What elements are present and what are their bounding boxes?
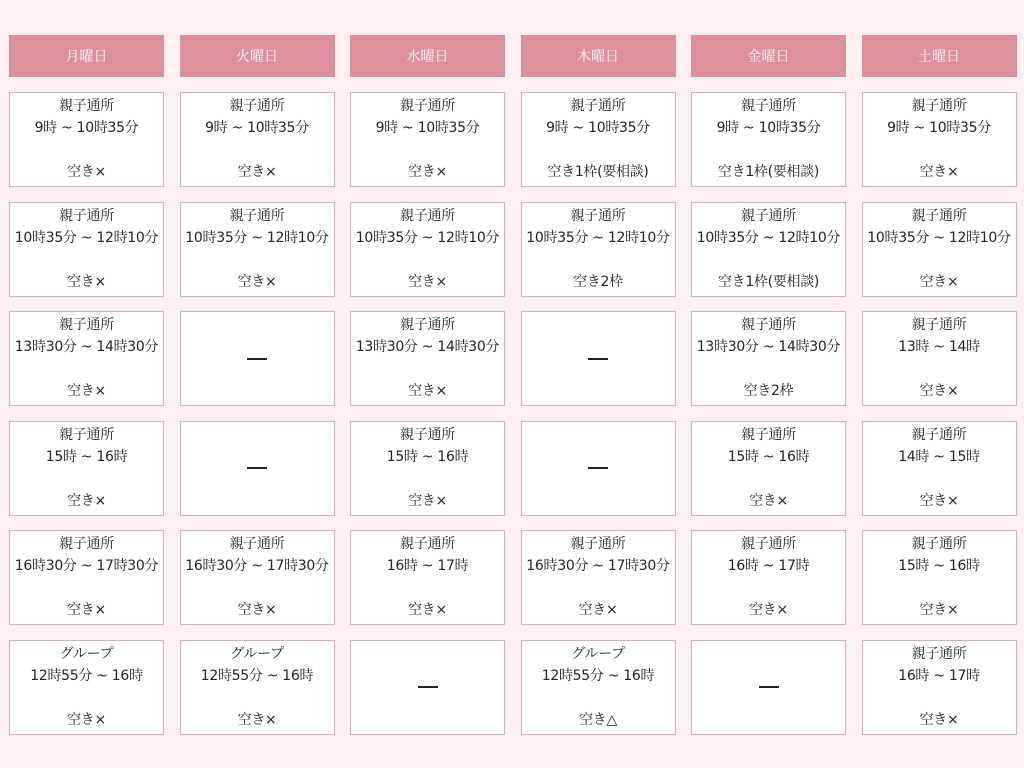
slot-cell-sat-5: [862, 530, 1017, 625]
slot-time: 10時35分 ~ 12時10分: [185, 229, 329, 246]
slot-time: 10時35分 ~ 12時10分: [526, 229, 670, 246]
slot-time: 12時55分 ~ 16時: [200, 667, 314, 684]
slot-type: グループ: [230, 645, 284, 662]
slot-status: 空き×: [919, 164, 959, 180]
day-header-wed: 水曜日: [350, 35, 505, 77]
slot-time: 16時 ~ 17時: [727, 558, 810, 574]
slot-time: 15時 ~ 16時: [727, 448, 810, 465]
slot-time: 9時 ~ 10時35分: [34, 120, 139, 136]
no-slot-dash: [247, 467, 267, 469]
slot-cell-tue-1: [180, 92, 335, 187]
slot-type: 親子通所: [59, 536, 114, 552]
slot-time: 15時 ~ 16時: [45, 448, 128, 465]
slot-status: 空き×: [919, 711, 959, 728]
slot-status: 空き2枠: [573, 273, 623, 290]
slot-cell-fri-6: [691, 640, 846, 735]
no-slot-dash: [247, 358, 267, 360]
slot-time: 13時30分 ~ 14時30分: [355, 339, 500, 355]
slot-time: 10時35分 ~ 12時10分: [355, 229, 500, 246]
slot-cell-sat-1: [862, 92, 1017, 187]
no-slot-dash: [759, 686, 779, 688]
slot-status: 空き×: [67, 492, 106, 509]
slot-type: 親子通所: [741, 426, 796, 443]
slot-status: 空き×: [408, 164, 447, 180]
slot-type: 親子通所: [229, 207, 285, 224]
slot-type: 親子通所: [59, 207, 114, 224]
slot-status: 空き×: [67, 164, 106, 180]
slot-type: 親子通所: [741, 207, 796, 224]
slot-type: 親子通所: [229, 536, 285, 552]
slot-cell-wed-1: [350, 92, 505, 187]
slot-status: 空き△: [579, 711, 617, 728]
slot-type: 親子通所: [400, 426, 455, 443]
slot-cell-mon-3: [9, 311, 164, 406]
slot-time: 12時55分 ~ 16時: [30, 667, 143, 684]
slot-status: 空き×: [578, 602, 618, 618]
slot-cell-mon-2: [9, 202, 164, 297]
slot-time: 16時30分 ~ 17時30分: [526, 558, 670, 574]
slot-status: 空き×: [919, 383, 959, 399]
slot-type: グループ: [571, 645, 625, 662]
slot-type: グループ: [59, 645, 114, 662]
slot-cell-thu-1: [521, 92, 676, 187]
slot-time: 13時30分 ~ 14時30分: [14, 339, 159, 355]
no-slot-dash: [588, 467, 608, 469]
slot-cell-thu-4: [521, 421, 676, 516]
slot-cell-mon-4: [9, 421, 164, 516]
slot-type: 親子通所: [400, 536, 455, 552]
slot-status: 空き×: [749, 602, 788, 618]
slot-cell-wed-3: [350, 311, 505, 406]
slot-time: 15時 ~ 16時: [898, 558, 980, 574]
slot-status: 空き×: [408, 602, 447, 618]
slot-cell-wed-2: [350, 202, 505, 297]
slot-cell-sat-2: [862, 202, 1017, 297]
slot-status: 空き×: [237, 711, 277, 728]
slot-status: 空き×: [408, 383, 447, 399]
slot-time: 12時55分 ~ 16時: [541, 667, 655, 684]
slot-status: 空き×: [67, 383, 106, 399]
slot-time: 10時35分 ~ 12時10分: [696, 229, 841, 246]
day-header-sat: 土曜日: [862, 35, 1017, 77]
slot-time: 16時30分 ~ 17時30分: [14, 558, 159, 574]
slot-status: 空き×: [919, 602, 959, 618]
slot-cell-wed-6: [350, 640, 505, 735]
slot-status: 空き×: [67, 273, 106, 290]
slot-status: 空き2枠: [743, 383, 794, 399]
slot-type: 親子通所: [570, 207, 626, 224]
slot-time: 9時 ~ 10時35分: [546, 120, 650, 136]
slot-status: 空き×: [237, 164, 277, 180]
slot-type: 親子通所: [400, 207, 455, 224]
slot-type: 親子通所: [741, 536, 796, 552]
slot-time: 14時 ~ 15時: [898, 448, 980, 465]
slot-type: 親子通所: [59, 98, 114, 114]
slot-time: 9時 ~ 10時35分: [887, 120, 991, 136]
day-header-mon: 月曜日: [9, 35, 164, 77]
day-header-fri: 金曜日: [691, 35, 846, 77]
slot-type: 親子通所: [741, 317, 796, 333]
slot-cell-fri-4: [691, 421, 846, 516]
slot-time: 13時 ~ 14時: [898, 339, 980, 355]
slot-status: 空き×: [919, 492, 959, 509]
slot-status: 空き1枠(要相談): [547, 164, 649, 180]
slot-cell-tue-3: [180, 311, 335, 406]
slot-cell-thu-2: [521, 202, 676, 297]
slot-type: 親子通所: [570, 536, 626, 552]
slot-cell-sat-6: [862, 640, 1017, 735]
slot-status: 空き×: [408, 492, 447, 509]
slot-time: 16時 ~ 17時: [898, 667, 980, 684]
slot-cell-wed-4: [350, 421, 505, 516]
day-header-thu: 木曜日: [521, 35, 676, 77]
slot-cell-mon-6: [9, 640, 164, 735]
slot-cell-wed-5: [350, 530, 505, 625]
slot-type: 親子通所: [229, 98, 285, 114]
slot-status: 空き1枠(要相談): [717, 273, 820, 290]
slot-type: 親子通所: [911, 317, 967, 333]
slot-cell-thu-6: [521, 640, 676, 735]
day-header-tue: 火曜日: [180, 35, 335, 77]
slot-status: 空き×: [237, 602, 277, 618]
slot-time: 16時 ~ 17時: [386, 558, 469, 574]
slot-cell-tue-4: [180, 421, 335, 516]
slot-time: 9時 ~ 10時35分: [205, 120, 309, 136]
slot-cell-mon-5: [9, 530, 164, 625]
slot-time: 13時30分 ~ 14時30分: [696, 339, 841, 355]
no-slot-dash: [588, 358, 608, 360]
slot-cell-tue-5: [180, 530, 335, 625]
slot-cell-tue-2: [180, 202, 335, 297]
slot-status: 空き×: [67, 602, 106, 618]
slot-time: 10時35分 ~ 12時10分: [14, 229, 159, 246]
slot-type: 親子通所: [741, 98, 796, 114]
slot-status: 空き×: [749, 492, 788, 509]
slot-cell-fri-3: [691, 311, 846, 406]
slot-cell-sat-3: [862, 311, 1017, 406]
slot-type: 親子通所: [400, 317, 455, 333]
slot-time: 9時 ~ 10時35分: [375, 120, 480, 136]
slot-cell-fri-2: [691, 202, 846, 297]
slot-type: 親子通所: [59, 426, 114, 443]
slot-time: 16時30分 ~ 17時30分: [185, 558, 329, 574]
slot-type: 親子通所: [911, 426, 967, 443]
slot-time: 15時 ~ 16時: [386, 448, 469, 465]
slot-cell-thu-5: [521, 530, 676, 625]
slot-cell-sat-4: [862, 421, 1017, 516]
slot-cell-thu-3: [521, 311, 676, 406]
slot-type: 親子通所: [570, 98, 626, 114]
slot-status: 空き1枠(要相談): [717, 164, 820, 180]
slot-status: 空き×: [408, 273, 447, 290]
slot-type: 親子通所: [911, 645, 967, 662]
slot-cell-tue-6: [180, 640, 335, 735]
slot-time: 9時 ~ 10時35分: [716, 120, 821, 136]
no-slot-dash: [418, 686, 438, 688]
slot-status: 空き×: [919, 273, 959, 290]
slot-type: 親子通所: [400, 98, 455, 114]
slot-type: 親子通所: [911, 536, 967, 552]
slot-cell-mon-1: [9, 92, 164, 187]
slot-type: 親子通所: [911, 98, 967, 114]
slot-status: 空き×: [237, 273, 277, 290]
slot-status: 空き×: [67, 711, 106, 728]
weekly-schedule-grid: [9, 35, 1017, 749]
slot-cell-fri-5: [691, 530, 846, 625]
slot-time: 10時35分 ~ 12時10分: [867, 229, 1011, 246]
slot-type: 親子通所: [59, 317, 114, 333]
slot-type: 親子通所: [911, 207, 967, 224]
slot-cell-fri-1: [691, 92, 846, 187]
